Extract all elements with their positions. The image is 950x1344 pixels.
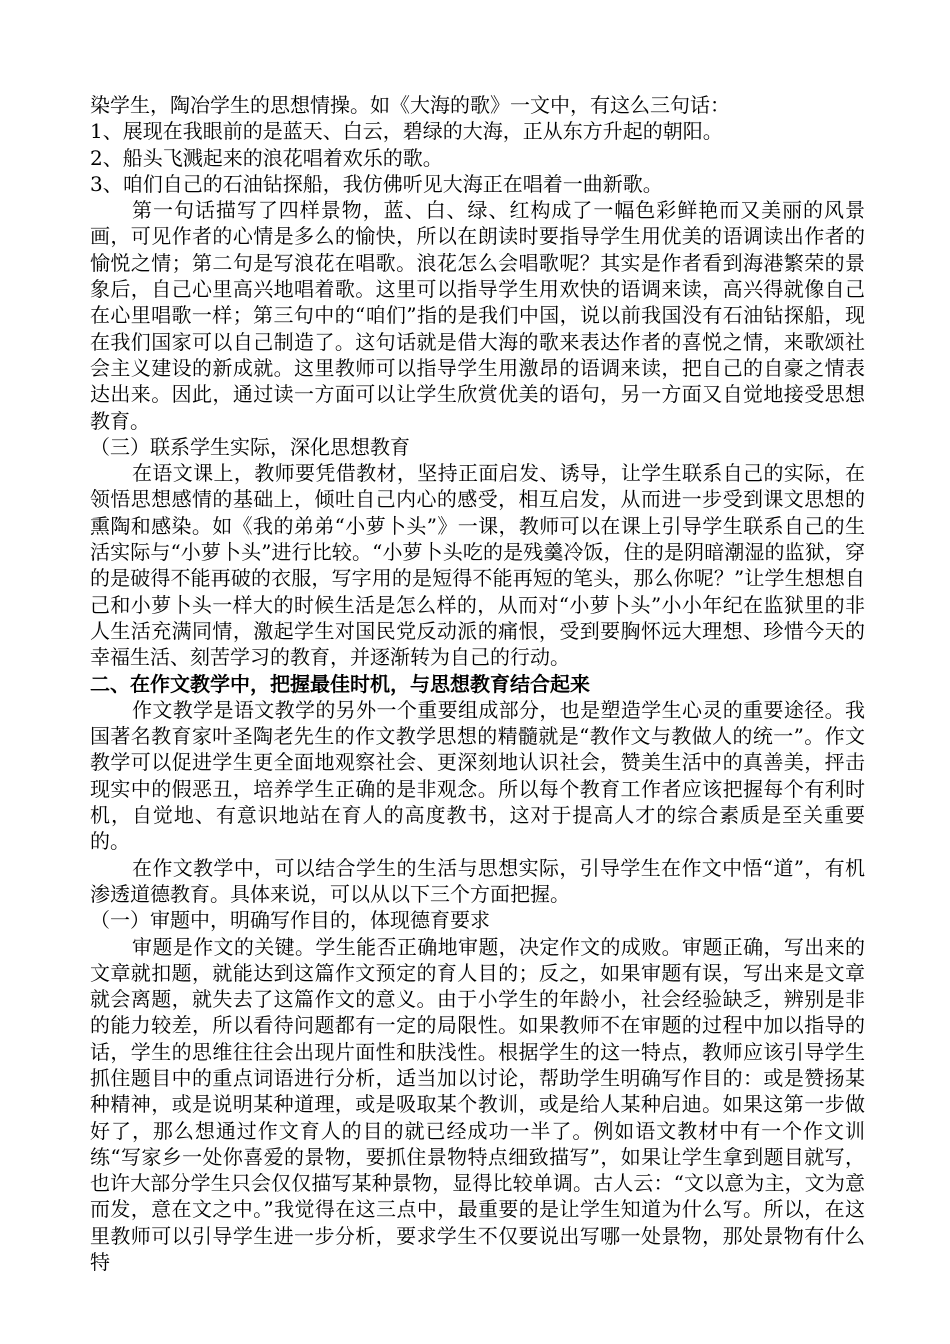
list-item: 2、船头飞溅起来的浪花唱着欢乐的歌。: [90, 145, 443, 170]
paragraph: 染学生，陶冶学生的思想情操。如《大海的歌》一文中，有这么三句话：: [90, 93, 730, 117]
paragraph: 第一句话描写了四样景物，蓝、白、绿、红构成了一幅色彩鲜艳而又美丽的风景画，可见作者的心情是多么的愉快，所以在朗读时要指导学生用优美的语调读出作者的愉悦之情；第二句是写浪花在唱歌。浪花怎么会唱歌呢？其实是作者看到海港繁荣的景象后，自己心里高兴地唱着歌。这里可以指导学生用欢快的语调来读，高兴得就像自己在心里唱歌一样；第三句中的“咱们”指的是我们中国，说以前我国没有石油钻探船，现在我们国家可以自己制造了。这句话就是借大海的歌来表达作者的喜悦之情，来歌颂社会主义建设的新成就。这里教师可以指导学生用激昂的语调来读，把自己的自豪之情表达出来。因此，通过读一方面可以让学生欣赏优美的语句，另一方面又自觉地接受思想教育。: [90, 198, 865, 433]
paragraph: 在作文教学中，可以结合学生的生活与思想实际，引导学生在作文中悟“道”，有机渗透道德教育。具体来说，可以从以下三个方面把握。: [90, 855, 865, 906]
list-item: 1、展现在我眼前的是蓝天、白云，碧绿的大海，正从东方升起的朝阳。: [90, 119, 723, 144]
paragraph: 作文教学是语文教学的另外一个重要组成部分，也是塑造学生心灵的重要途径。我国著名教育家叶圣陶老先生的作文教学思想的精髓就是“教作文与教做人的统一”。作文教学可以促进学生更全面地观察社会、更深刻地认识社会，赞美生活中的真善美，抨击现实中的假恶丑，培养学生正确的是非观念。所以每个教育工作者应该把握每个有利时机，自觉地、有意识地站在育人的高度教书，这对于提高人才的综合素质是至关重要的。: [90, 697, 865, 854]
paragraph: 审题是作文的关键。学生能否正确地审题，决定作文的成败。审题正确，写出来的文章就扣题，就能达到这篇作文预定的育人目的；反之，如果审题有误，写出来是文章就会离题，就失去了这篇作文的意义。由于小学生的年龄小，社会经验缺乏，辨别是非的能力较差，所以看待问题都有一定的局限性。如果教师不在审题的过程中加以指导的话，学生的思维往往会出现片面性和肤浅性。根据学生的这一特点，教师应该引导学生抓住题目中的重点词语进行分析，适当加以讨论，帮助学生明确写作目的：或是赞扬某种精神，或是说明某种道理，或是吸取某个教训，或是给人某种启迪。如果这第一步做好了，那么想通过作文育人的目的就已经成功一半了。例如语文教材中有一个作文训练“写家乡一处你喜爱的景物，要抓住景物特点细致描写”，如果让学生拿到题目就写，也许大部分学生只会仅仅描写某种景物，显得比较单调。古人云：“文以意为主，文为意而发，意在文之中。”我觉得在这三点中，最重要的是让学生知道为什么写。所以，在这里教师可以引导学生进一步分析，要求学生不仅要说出写哪一处景物，那处景物有什么特: [90, 934, 865, 1275]
section-heading: 二、在作文教学中，把握最佳时机，与思想教育结合起来: [90, 671, 590, 696]
subheading: （一）审题中，明确写作目的，体现德育要求: [90, 908, 490, 933]
document-page: [90, 92, 865, 1275]
paragraph: 在语文课上，教师要凭借教材，坚持正面启发、诱导，让学生联系自己的实际，在领悟思想感情的基础上，倾吐自己内心的感受，相互启发，从而进一步受到课文思想的熏陶和感染。如《我的弟弟“小萝卜头”》一课，教师可以在课上引导学生联系自己的生活实际与“小萝卜头”进行比较。“小萝卜头吃的是残羹冷饭，住的是阴暗潮湿的监狱，穿的是破得不能再破的衣服，写字用的是短得不能再短的笔头，那么你呢？”让学生想想自己和小萝卜头一样大的时候生活是怎么样的，从而对“小萝卜头”小小年纪在监狱里的非人生活充满同情，激起学生对国民党反动派的痛恨，受到要胸怀远大理想、珍惜今天的幸福生活、刻苦学习的教育，并逐渐转为自己的行动。: [90, 461, 865, 670]
subheading: （三）联系学生实际，深化思想教育: [90, 434, 410, 459]
list-item: 3、咱们自己的石油钻探船，我仿佛听见大海正在唱着一曲新歌。: [90, 171, 663, 196]
